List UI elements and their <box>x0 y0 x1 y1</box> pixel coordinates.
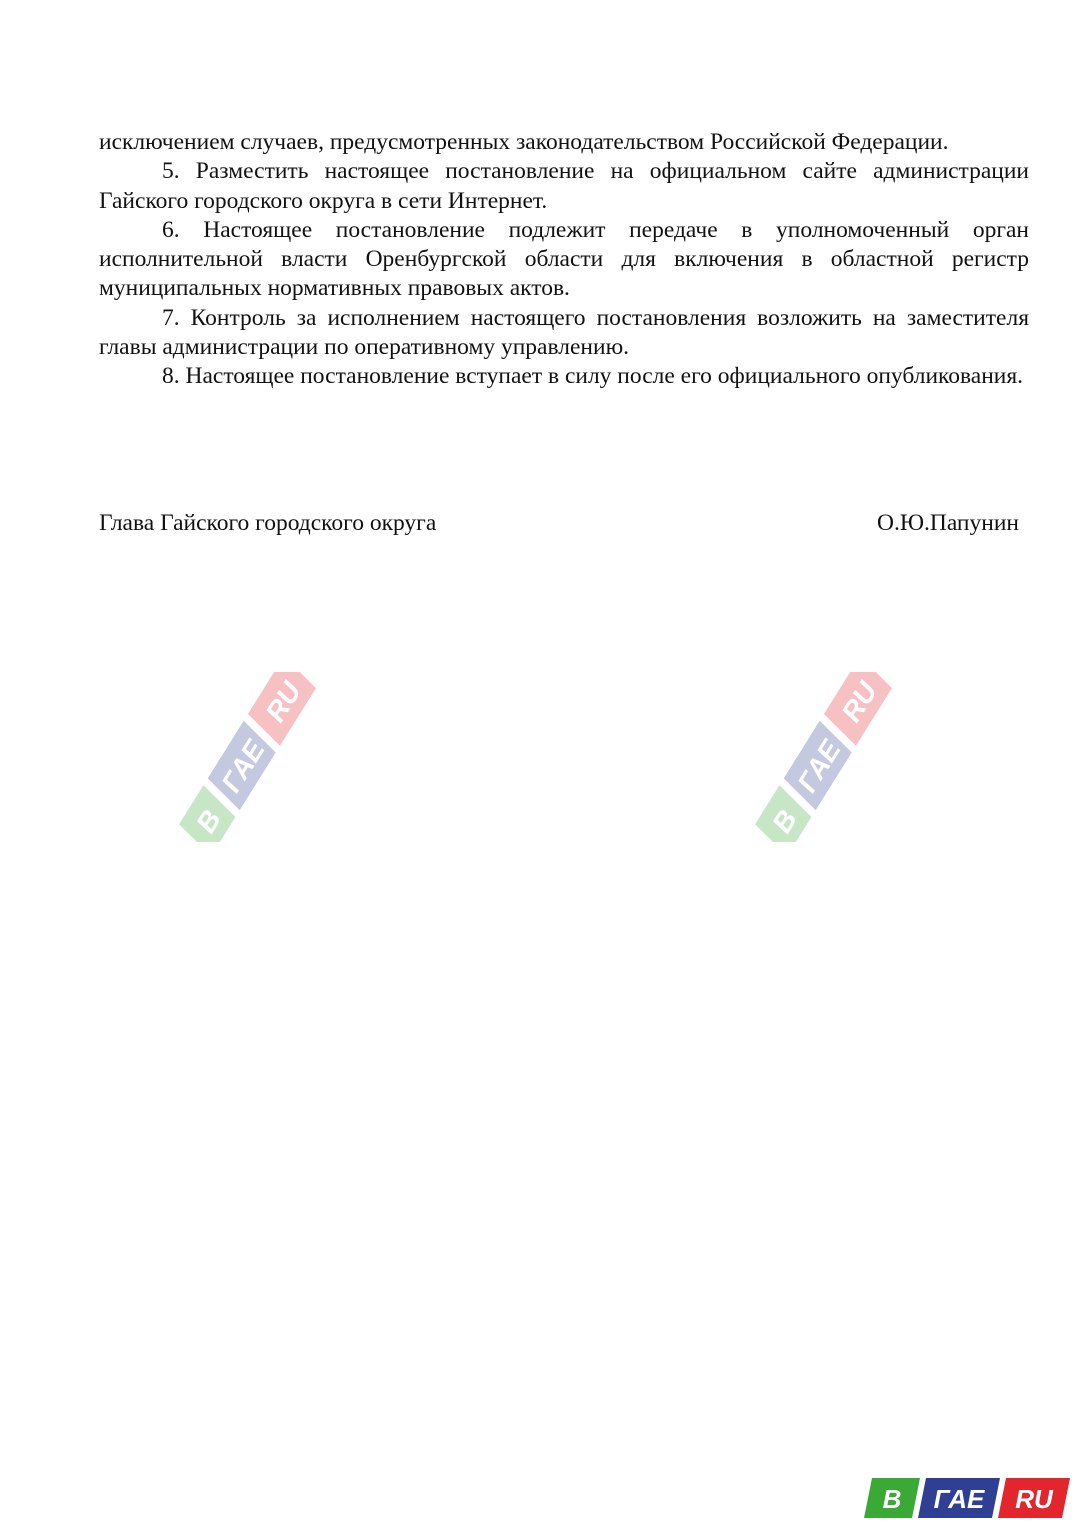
watermark-logo-left-ru: RU <box>259 676 308 728</box>
watermark-logo-left-gae: ГАЕ <box>215 734 271 798</box>
watermark-logo-left <box>172 672 322 842</box>
watermark-logo-right <box>748 672 898 842</box>
brand-logo-b: В <box>882 1484 902 1514</box>
paragraph-5: 5. Разместить настоящее постановление на официальном сайте администрации Гайского городского округа в сети Интернет. <box>99 158 1029 214</box>
watermark-logo-right-b: В <box>766 804 804 839</box>
document-body <box>99 128 1029 392</box>
paragraph-6: 6. Настоящее постановление подлежит передаче в уполномоченный орган исполнительной власти Оренбургской области для включения в областной регистр муниципальных нормативных правовых актов. <box>99 216 1029 302</box>
signatory-position: Глава Гайского городского округа <box>99 510 437 536</box>
paragraph-continuation: исключением случаев, предусмотренных законодательством Российской Федерации. <box>99 129 949 155</box>
signatory-name: О.Ю.Папунин <box>876 510 1019 536</box>
watermark-logo-right-gae: ГАЕ <box>791 734 847 798</box>
brand-logo[interactable] <box>862 1476 1072 1520</box>
watermark-logo-left-b: В <box>190 804 228 839</box>
brand-logo-ru: RU <box>1015 1484 1053 1514</box>
paragraph-7: 7. Контроль за исполнением настоящего постановления возложить на заместителя главы администрации по оперативному управлению. <box>99 304 1029 361</box>
paragraph-8: 8. Настоящее постановление вступает в силу после его официального опубликования. <box>162 363 1024 390</box>
watermark-logo-right-ru: RU <box>835 676 884 728</box>
brand-logo-gae: ГАЕ <box>933 1484 985 1514</box>
